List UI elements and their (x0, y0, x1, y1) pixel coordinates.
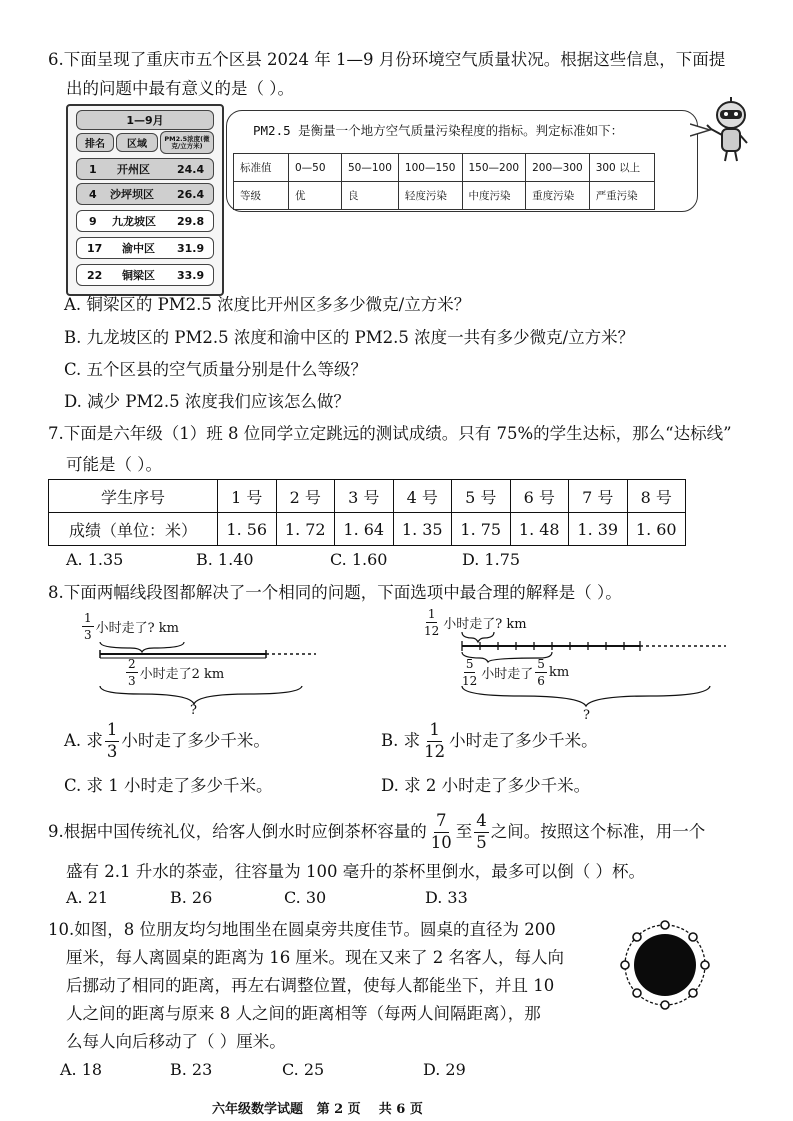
student-number: 8 号 (627, 480, 686, 513)
q10-option-c: C. 25 (282, 1060, 325, 1079)
ranking-row: 22 铜梁区 33.9 (76, 264, 214, 286)
bubble-text: PM2.5 是衡量一个地方空气质量污染程度的指标。判定标准如下： (253, 123, 624, 138)
student-number: 7 号 (569, 480, 628, 513)
q7-option-d: D. 1.75 (462, 550, 521, 569)
q10-option-a: A. 18 (60, 1060, 103, 1079)
standard-cell: 50—100 (342, 154, 399, 182)
standard-cell: 优 (289, 182, 342, 210)
standard-cell: 轻度污染 (398, 182, 462, 210)
ranking-row: 17 渝中区 31.9 (76, 237, 214, 259)
standard-cell: 重度污染 (526, 182, 590, 210)
q6-option-d: D. 减少 PM2.5 浓度我们应该怎么做？ (64, 392, 350, 411)
robot-mascot-icon (705, 95, 753, 165)
standard-cell: 300 以上 (589, 154, 654, 182)
q9-option-b: B. 26 (170, 888, 213, 907)
q6-option-b: B. 九龙坡区的 PM2.5 浓度和渝中区的 PM2.5 浓度一共有多少微克/立方米？ (64, 328, 635, 347)
q8-option-d: D. 求 2 小时走了多少千米。 (381, 776, 591, 795)
q8-line1: 8.下面两幅线段图都解决了一个相同的问题，下面选项中最合理的解释是（ ）。 (48, 583, 622, 602)
ranking-period: 1—9月 (76, 110, 214, 130)
q7-line2: 可能是（ ）。 (66, 455, 162, 474)
fig2-question-mark: ? (583, 708, 590, 723)
score-cell: 1. 39 (569, 513, 628, 546)
q9-option-d: D. 33 (425, 888, 468, 907)
q7-option-a: A. 1.35 (66, 550, 124, 569)
standard-label: 标准值 (234, 154, 289, 182)
ranking-col-area: 区域 (116, 133, 158, 152)
q7-option-c: C. 1.60 (330, 550, 388, 569)
standard-cell: 0—50 (289, 154, 342, 182)
pm25-ranking-card (66, 104, 224, 296)
fig2-top-label: $\frac{1}{12}$ 小时走了? km (424, 607, 527, 638)
q8-option-b: B. 求 $\frac{1}{12}$ 小时走了多少千米。 (381, 720, 598, 761)
q8-option-a: A. 求 $\frac{1}{3}$ 小时走了多少千米。 (64, 720, 270, 761)
standard-cell: 中度污染 (462, 182, 526, 210)
ranking-col-rank: 排名 (76, 133, 114, 152)
score-row-label: 成绩（单位：米） (49, 513, 218, 546)
standard-label: 等级 (234, 182, 289, 210)
q6-option-c: C. 五个区县的空气质量分别是什么等级？ (64, 360, 368, 379)
standard-cell: 良 (342, 182, 399, 210)
q10-option-b: B. 23 (170, 1060, 213, 1079)
q9-line2: 盛有 2.1 升水的茶壶，往容量为 100 毫升的茶杯里倒水，最多可以倒（ ）杯。 (66, 862, 645, 881)
student-number: 1 号 (218, 480, 277, 513)
q10-option-d: D. 29 (423, 1060, 466, 1079)
fig1-bottom-label: $\frac{2}{3}$ 小时走了2 km (128, 657, 225, 688)
score-cell: 1. 48 (510, 513, 569, 546)
student-number: 3 号 (335, 480, 394, 513)
ranking-col-value: PM2.5浓度(微克/立方米) (160, 131, 214, 154)
fig1-top-label: $\frac{1}{3}$ 小时走了? km (84, 611, 179, 642)
ranking-row: 4 沙坪坝区 26.4 (76, 183, 214, 205)
ranking-row: 9 九龙坡区 29.8 (76, 210, 214, 232)
q6-line2: 出的问题中最有意义的是（ ）。 (66, 79, 294, 98)
score-cell: 1. 75 (452, 513, 511, 546)
jump-score-table (48, 479, 686, 546)
q10-line3: 后挪动了相同的距离，再左右调整位置，使每人都能坐下，并且 10 (66, 976, 555, 995)
q10-line4: 人之间的距离与原来 8 人之间的距离相等（每两人间隔距离），那 (66, 1004, 541, 1023)
q6-line1: 6.下面呈现了重庆市五个区县 2024 年 1—9 月份环境空气质量状况。根据这些信息，下面提 (48, 50, 726, 69)
score-cell: 1. 60 (627, 513, 686, 546)
page-footer: 六年级数学试题 第 2 页 共 6 页 (212, 1102, 423, 1117)
student-number: 6 号 (510, 480, 569, 513)
q7-line1: 7.下面是六年级（1）班 8 位同学立定跳远的测试成绩。只有 75%的学生达标，那么“达标线” (48, 424, 732, 443)
q6-option-a: A. 铜梁区的 PM2.5 浓度比开州区多多少微克/立方米？ (64, 295, 471, 314)
fig1-question-mark: ? (190, 703, 197, 718)
q9-option-c: C. 30 (284, 888, 327, 907)
ranking-row: 1 开州区 24.4 (76, 158, 214, 180)
q7-option-b: B. 1.40 (196, 550, 254, 569)
student-number: 2 号 (276, 480, 335, 513)
student-number: 5 号 (452, 480, 511, 513)
pm25-standard-table (233, 153, 655, 210)
score-cell: 1. 72 (276, 513, 335, 546)
standard-cell: 严重污染 (589, 182, 654, 210)
score-cell: 1. 64 (335, 513, 394, 546)
score-cell: 1. 35 (393, 513, 452, 546)
standard-cell: 100—150 (398, 154, 462, 182)
standard-cell: 200—300 (526, 154, 590, 182)
q9-line1: 9.根据中国传统礼仪，给客人倒水时应倒茶杯容量的 $\frac{7}{10}$ 至 $\frac{4}{5}$ 之间。按照这个标准，用一个 (48, 811, 706, 852)
q8-option-c: C. 求 1 小时走了多少千米。 (64, 776, 273, 795)
q9-option-a: A. 21 (66, 888, 109, 907)
score-cell: 1. 56 (218, 513, 277, 546)
student-number: 4 号 (393, 480, 452, 513)
fig2-bottom-label: $\frac{5}{12}$ 小时走了 $\frac{5}{6}$ km (462, 657, 570, 688)
q10-line2: 厘米，每人离圆桌的距离为 16 厘米。现在又来了 2 名客人，每人向 (66, 948, 564, 967)
standard-cell: 150—200 (462, 154, 526, 182)
round-table-figure (615, 915, 715, 1015)
q10-line5: 么每人向后移动了（ ）厘米。 (66, 1032, 286, 1051)
q10-line1: 10.如图，8 位朋友均匀地围坐在圆桌旁共度佳节。圆桌的直径为 200 (48, 920, 556, 939)
pm25-standard-bubble (226, 110, 698, 212)
score-header-label: 学生序号 (49, 480, 218, 513)
